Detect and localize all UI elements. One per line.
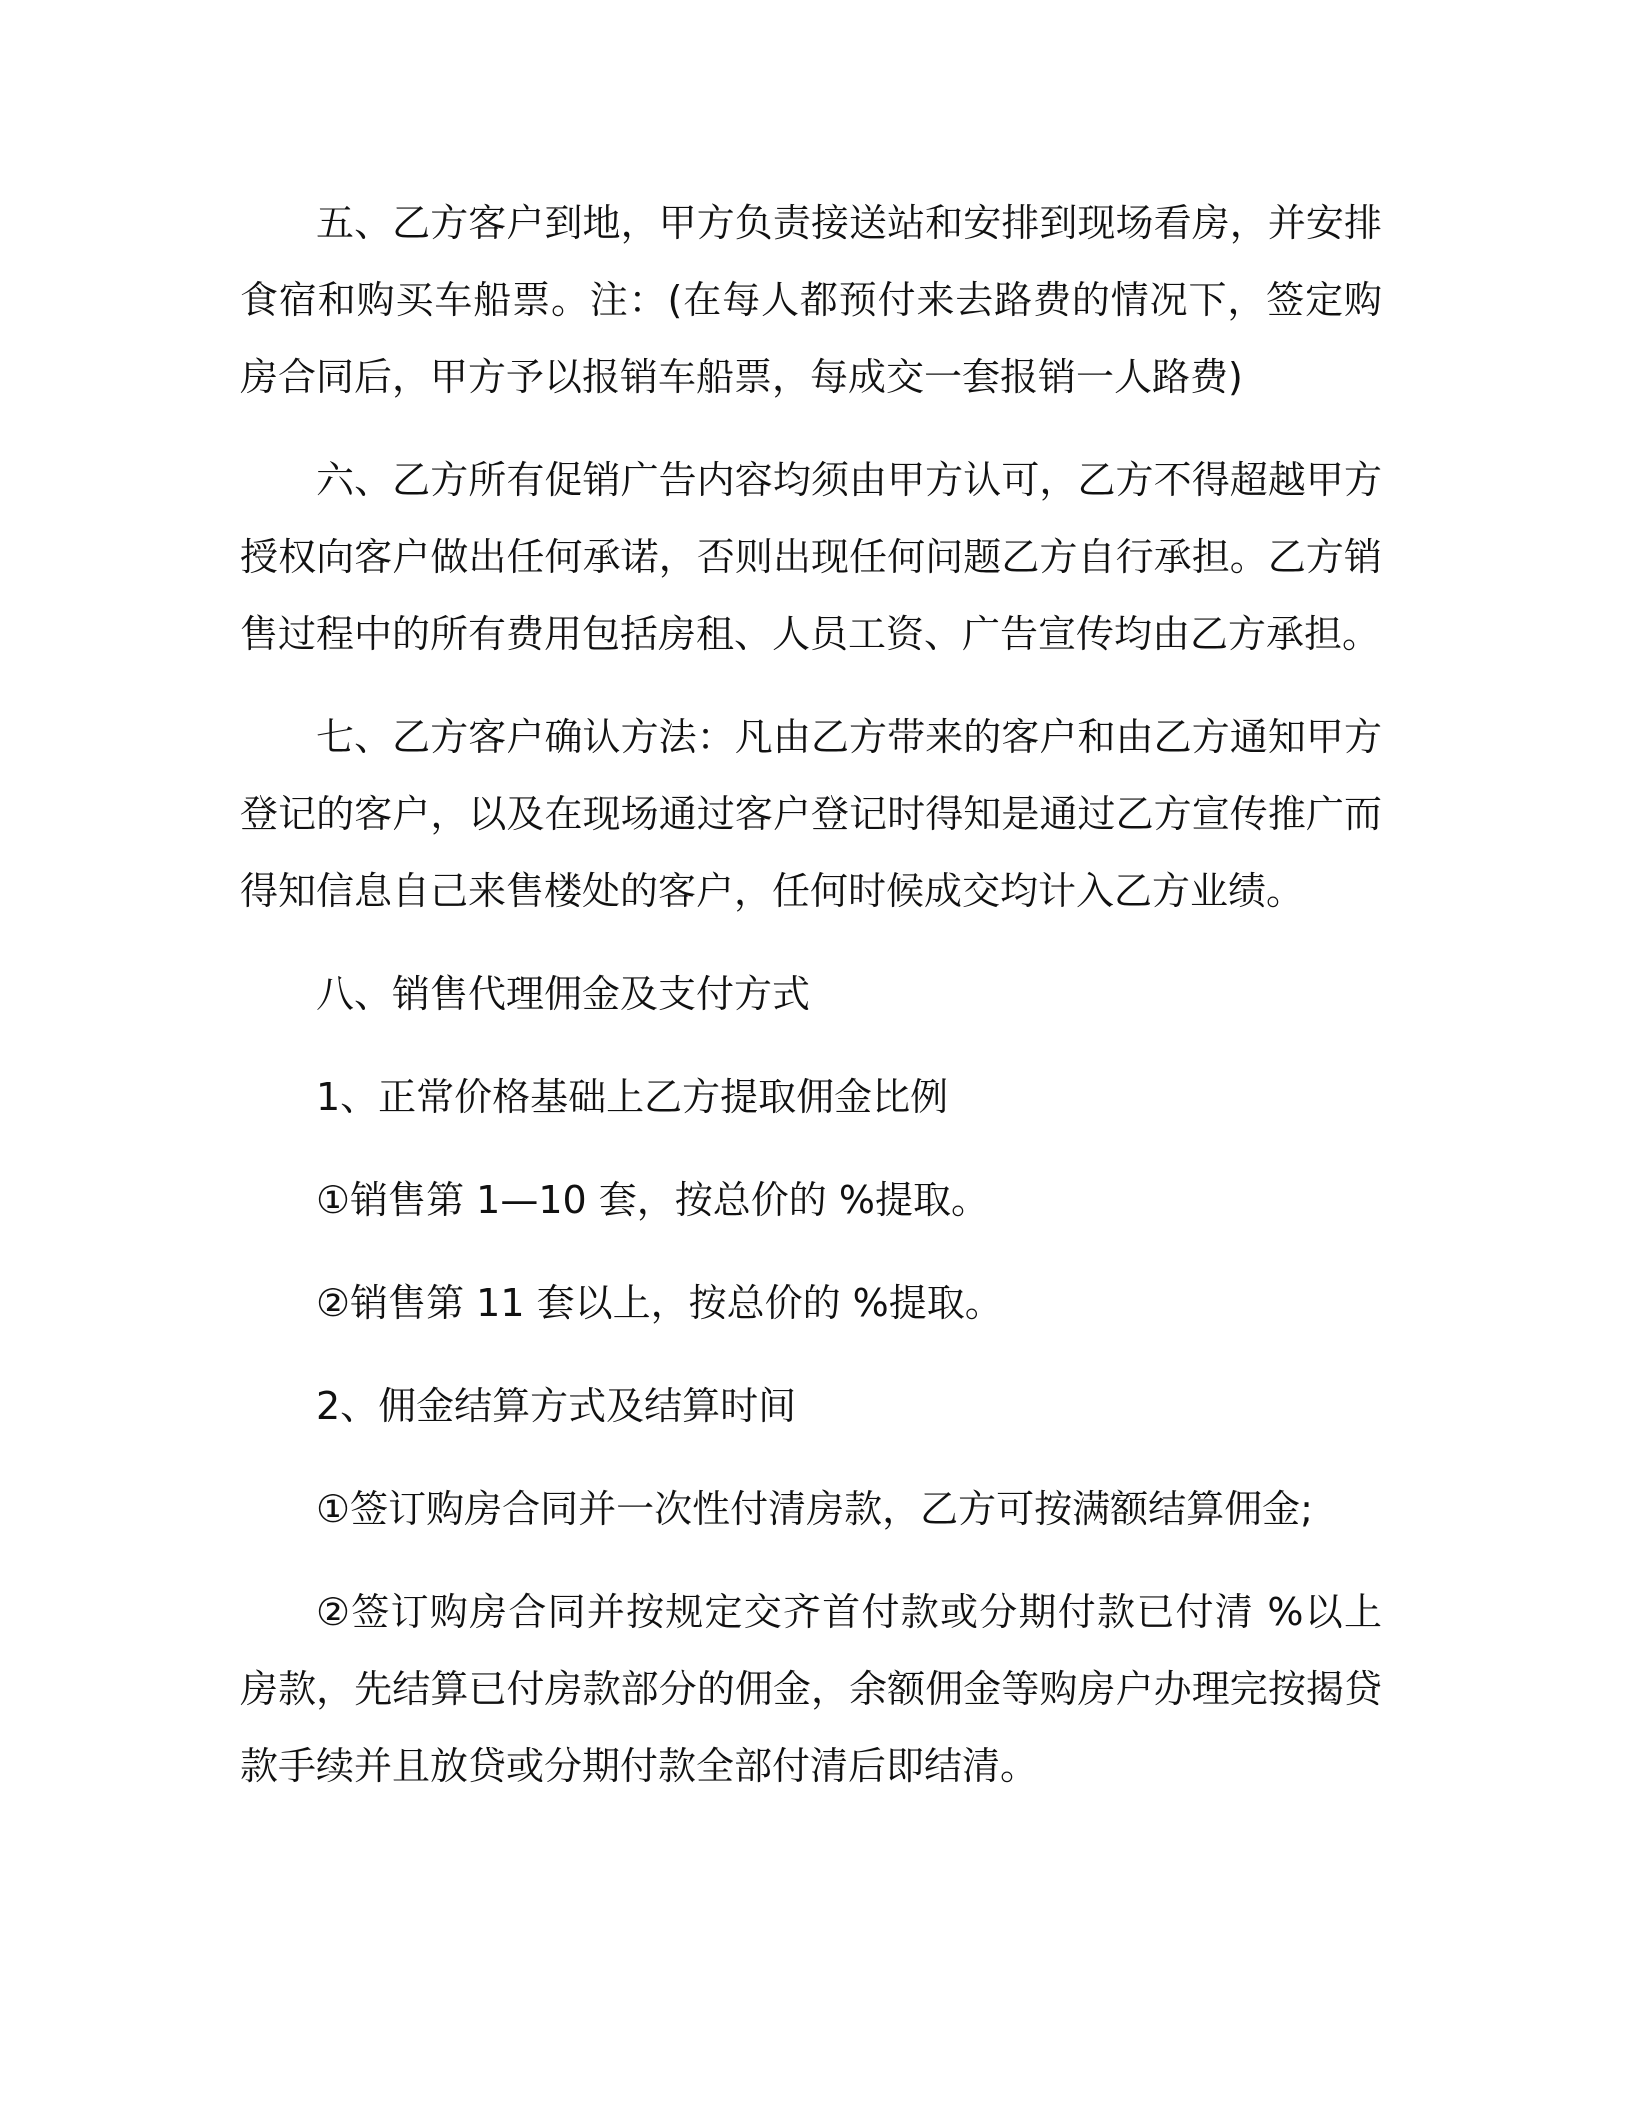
- commission-ratio-heading: 1、正常价格基础上乙方提取佣金比例: [316, 1075, 949, 1119]
- settlement-item-1: ①签订购房合同并一次性付清房款，乙方可按满额结算佣金;: [316, 1487, 1313, 1531]
- settlement-heading: 2、佣金结算方式及结算时间: [316, 1384, 797, 1428]
- document-body: [240, 185, 1382, 1831]
- clause-8-heading: 八、销售代理佣金及支付方式: [316, 972, 811, 1016]
- clause-7-paragraph: 七、乙方客户确认方法：凡由乙方带来的客户和由乙方通知甲方登记的客户，以及在现场通过客户登记时得知是通过乙方宣传推广而得知信息自己来售楼处的客户，任何时候成交均计入乙方业绩。: [240, 715, 1382, 913]
- commission-tier-2: ②销售第 11 套以上，按总价的 %提取。: [316, 1281, 1003, 1325]
- commission-tier-1: ①销售第 1—10 套，按总价的 %提取。: [316, 1178, 989, 1222]
- clause-5-paragraph: 五、乙方客户到地，甲方负责接送站和安排到现场看房，并安排食宿和购买车船票。注：(在每人都预付来去路费的情况下，签定购房合同后，甲方予以报销车船票，每成交一套报销一人路费): [240, 201, 1382, 399]
- settlement-item-2: ②签订购房合同并按规定交齐首付款或分期付款已付清 %以上房款，先结算已付房款部分的佣金，余额佣金等购房户办理完按揭贷款手续并且放贷或分期付款全部付清后即结清。: [240, 1590, 1382, 1788]
- clause-6-paragraph: 六、乙方所有促销广告内容均须由甲方认可，乙方不得超越甲方授权向客户做出任何承诺，否则出现任何问题乙方自行承担。乙方销售过程中的所有费用包括房租、人员工资、广告宣传均由乙方承担。: [240, 458, 1382, 656]
